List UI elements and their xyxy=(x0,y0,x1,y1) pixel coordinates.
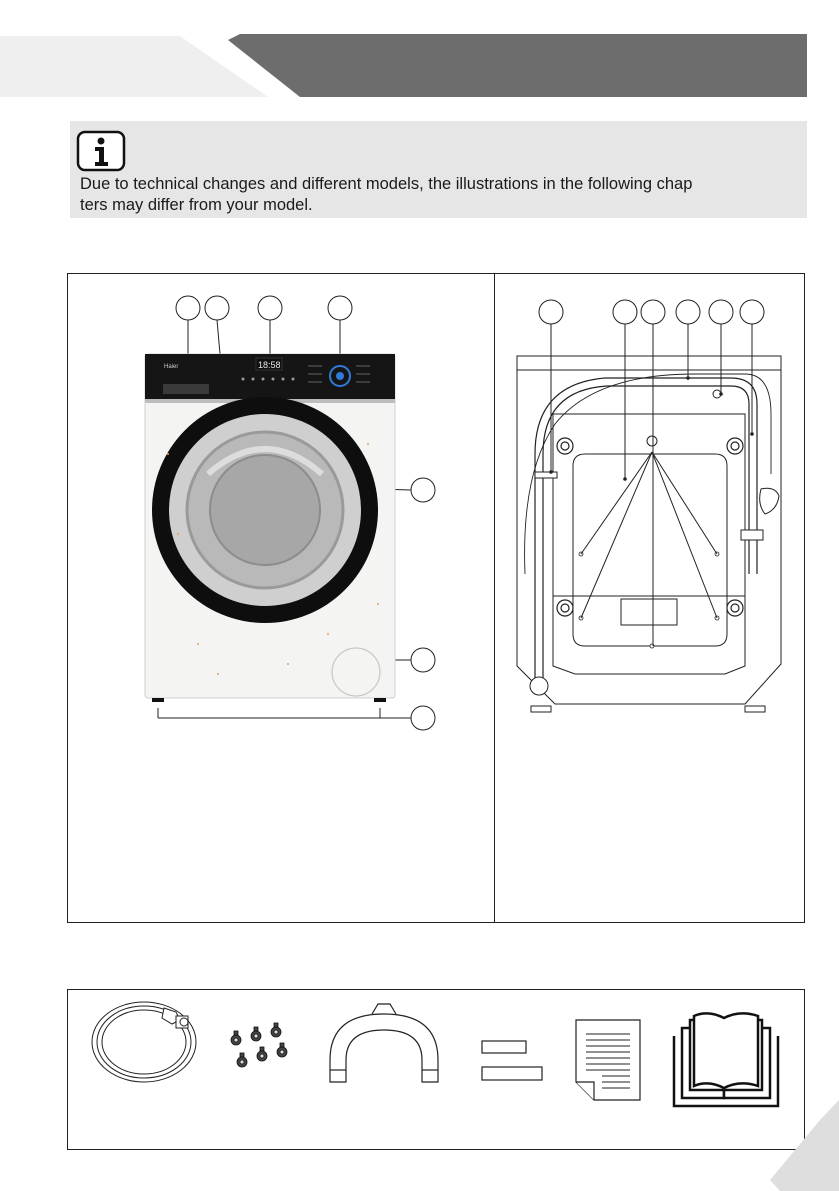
corner-tab xyxy=(760,1090,839,1191)
foot-right xyxy=(374,698,386,702)
callout-circle-6 xyxy=(411,648,435,672)
callout-circle-7 xyxy=(411,706,435,730)
header-light-tab xyxy=(0,36,268,97)
foot-left xyxy=(152,698,164,702)
callout-circle-11 xyxy=(676,300,700,324)
back-view-figure xyxy=(495,274,805,922)
display-readout: 18:58 xyxy=(258,360,281,370)
hose-holder-icon xyxy=(330,1004,438,1082)
front-view-figure xyxy=(68,274,494,922)
info-text xyxy=(80,174,800,216)
callout-circle-2 xyxy=(205,296,229,320)
detergent-drawer xyxy=(163,384,209,394)
document-icon xyxy=(576,1020,640,1100)
callout-circle-8 xyxy=(539,300,563,324)
info-icon xyxy=(76,130,126,172)
header-dark-bar xyxy=(228,34,807,97)
callout-circle-9 xyxy=(613,300,637,324)
blanking-plugs-icon xyxy=(231,1023,287,1067)
brand-label: Haier xyxy=(164,364,179,370)
callout-circle-5 xyxy=(411,478,435,502)
callout-circle-13 xyxy=(740,300,764,324)
center-screw xyxy=(647,436,657,446)
callout-circle-10 xyxy=(641,300,665,324)
accessories-row xyxy=(68,990,804,1149)
back-top-panel xyxy=(517,356,781,370)
info-line-1: Due to technical changes and different models, the illustrations in the following chap xyxy=(80,175,693,193)
info-line-2: ters may differ from your model. xyxy=(80,196,313,214)
cover-strips-icon xyxy=(482,1041,542,1080)
header-banner xyxy=(0,0,839,110)
callout-circle-12 xyxy=(709,300,733,324)
callout-circle-4 xyxy=(328,296,352,320)
inlet-hose-icon xyxy=(92,1002,196,1082)
callout-circle-1 xyxy=(176,296,200,320)
callout-circle-3 xyxy=(258,296,282,320)
